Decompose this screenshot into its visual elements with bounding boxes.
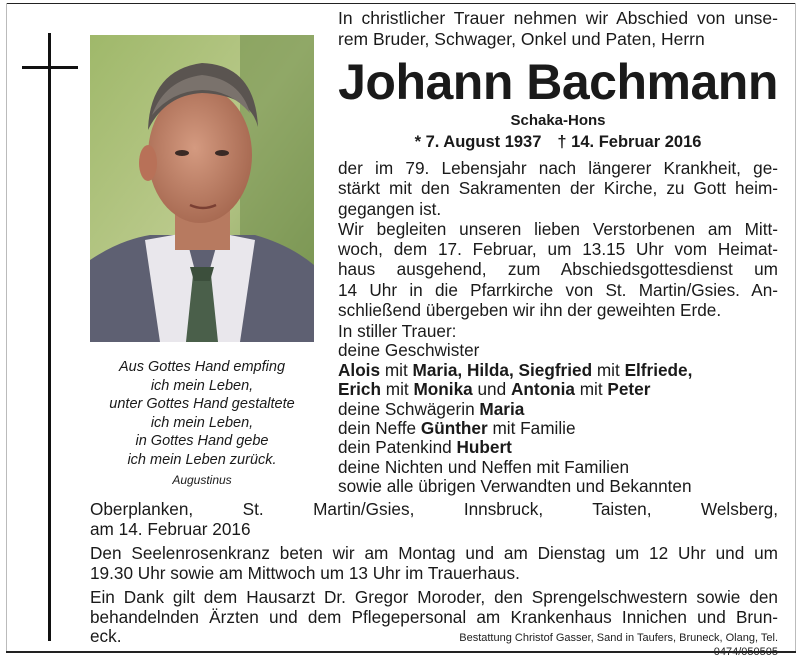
nephew-line: dein Neffe Günther mit Familie [338,418,576,439]
closing-text [90,500,778,647]
top-rule [6,3,796,4]
poem-line: unter Gottes Hand gestaltete [109,396,295,412]
left-border [6,3,7,651]
right-border [795,3,796,651]
mourners-heading: In stiller Trauer: [338,321,457,341]
poem [90,358,314,490]
sister-in-law-line: deine Schwägerin Maria [338,398,525,419]
mourners-list [338,322,778,497]
thanks-line: eck. [90,626,122,646]
nieces-line: deine Nichten und Neffen mit Familien [338,456,630,477]
nickname: Schaka-Hons [510,112,606,129]
poem-line: ich mein Leben, [150,377,254,394]
body-line: haus ausgehend, zum Abschiedsgottesdienst um [338,259,778,280]
intro-text [338,8,778,50]
thanks-line: behandelnden Ärzten und dem Pflegepersonal am Krankenhaus Innichen und Brun- [90,606,778,627]
poem-author: Augustinus [172,473,232,487]
body-line: der im 79. Lebensjahr nach längerer Krankheit, ge- [338,158,778,178]
siblings-line-1: Alois mit Maria, Hilda, Siegfried mit Elfriede, [338,359,693,380]
places-line: Oberplanken, St. Martin/Gsies, Innsbruck, Taisten, Welsberg, [90,499,778,519]
body-line: stärkt mit den Sakramenten der Kirche, zu Gott heim- [338,178,778,199]
body-line: woch, dem 17. Februar, um 13.15 Uhr vom Heimat- [338,239,778,260]
announcement-text [338,158,778,320]
thanks-line: Ein Dank gilt dem Hausarzt Dr. Gregor Moroder, den Sprengelschwestern sowie den [90,587,778,607]
relatives-line: sowie alle übrigen Verwandten und Bekannten [338,476,692,497]
body-line: 14 Uhr in die Pfarrkirche von St. Martin/Gsies. An- [338,279,778,300]
body-line: schließend übergeben wir ihn der geweihten Erde. [338,300,722,321]
life-dates [338,132,778,152]
death-date: † 14. Februar 2016 [557,133,702,151]
intro-line: In christlicher Trauer nehmen wir Abschied von unse- [338,8,778,28]
godchild-line: dein Patenkind Hubert [338,437,512,458]
poem-line: ich mein Leben, [150,414,254,431]
rosary-line: Den Seelenrosenkranz beten wir am Montag und am Dienstag um 12 Uhr und um [90,543,778,563]
rosary-line: 19.30 Uhr sowie am Mittwoch um 13 Uhr im Trauerhaus. [90,562,520,583]
poem-line: ich mein Leben zurück. [127,451,277,468]
funeral-home-credit: Bestattung Christof Gasser, Sand in Taufers, Bruneck, Olang, Tel. 0474/050505 [459,632,778,658]
siblings-line-2: Erich mit Monika und Antonia mit Peter [338,379,651,400]
body-line: Wir begleiten unseren lieben Verstorbenen am Mitt- [338,218,778,239]
portrait-photo [90,35,314,342]
intro-line: rem Bruder, Schwager, Onkel und Paten, Herrn [338,29,705,49]
date-line: am 14. Februar 2016 [90,518,251,539]
deceased-name: Johann Bachmann [338,54,778,110]
siblings-label: deine Geschwister [338,340,480,361]
poem-line: in Gottes Hand gebe [135,433,269,449]
poem-line: Aus Gottes Hand empfing [118,359,286,375]
body-line: gegangen ist. [338,198,442,219]
birth-date: * 7. August 1937 [414,133,542,151]
